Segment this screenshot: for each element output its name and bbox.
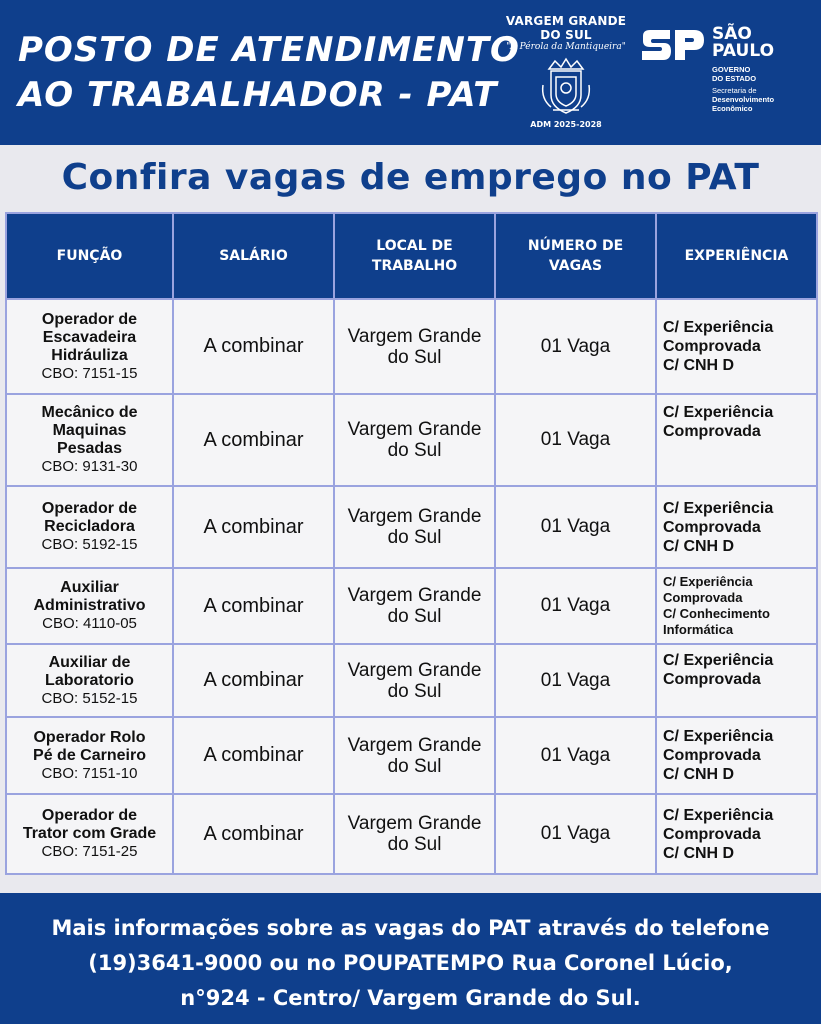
job-function: Operador de Escavadeira Hidráuliza CBO: 7151-15	[6, 299, 173, 394]
vacancy-count: 01 Vaga	[495, 644, 656, 717]
contact-line-2: (19)3641-9000 ou no POUPATEMPO Rua Coronel Lúcio,	[88, 951, 733, 975]
title-line-1: POSTO DE ATENDIMENTO	[18, 30, 520, 70]
salary: A combinar	[173, 568, 334, 644]
work-location: Vargem Grande do Sul	[334, 717, 495, 794]
table-row	[6, 794, 817, 874]
admin-term: ADM 2025-2028	[530, 120, 602, 129]
work-location: Vargem Grande do Sul	[334, 299, 495, 394]
table-row	[6, 717, 817, 794]
salary: A combinar	[173, 717, 334, 794]
vacancy-count: 01 Vaga	[495, 717, 656, 794]
job-function: Auxiliar de Laboratorio CBO: 5152-15	[6, 644, 173, 717]
header-experiencia: EXPERIÊNCIA	[656, 213, 817, 299]
experience-requirements: C/ Experiência Comprovada C/ CNH D	[656, 717, 817, 794]
cbo-code: CBO: 5152-15	[41, 689, 138, 707]
main-panel	[0, 145, 821, 893]
state-name: SÃO PAULO	[712, 24, 775, 61]
contact-line-1: Mais informações sobre as vagas do PAT através do telefone	[51, 916, 770, 940]
cbo-code: CBO: 9131-30	[41, 458, 138, 475]
job-function: Operador de Recicladora CBO: 5192-15	[6, 486, 173, 568]
header-local: LOCAL DE TRABALHO	[334, 213, 495, 299]
subtitle: Confira vagas de emprego no PAT	[61, 157, 760, 198]
salary: A combinar	[173, 644, 334, 717]
secretariat-label: Secretaria de Desenvolvimento Econômico	[712, 86, 775, 113]
salary: A combinar	[173, 486, 334, 568]
city-name: VARGEM GRANDE DO SUL	[505, 14, 627, 42]
experience-requirements: C/ Experiência Comprovada C/ Conhecimento Informática	[656, 568, 817, 644]
cbo-code: CBO: 7151-25	[41, 843, 138, 860]
job-function: Operador de Trator com Grade CBO: 7151-25	[6, 794, 173, 874]
table-row	[6, 394, 817, 486]
job-function: Operador Rolo Pé de Carneiro CBO: 7151-10	[6, 717, 173, 794]
experience-requirements: C/ Experiência Comprovada	[656, 394, 817, 486]
table-row	[6, 644, 817, 717]
salary: A combinar	[173, 299, 334, 394]
job-function: Mecânico de Maquinas Pesadas CBO: 9131-30	[6, 394, 173, 486]
sp-logo-icon	[640, 28, 706, 62]
city-motto: "A Pérola da Mantiqueira"	[506, 42, 626, 52]
vacancy-count: 01 Vaga	[495, 794, 656, 874]
header-funcao: FUNÇÃO	[6, 213, 173, 299]
city-crest-icon	[535, 55, 597, 117]
state-government-label: GOVERNO DO ESTADO	[712, 65, 757, 83]
vacancy-count: 01 Vaga	[495, 299, 656, 394]
vacancy-count: 01 Vaga	[495, 568, 656, 644]
table-row	[6, 299, 817, 394]
experience-requirements: C/ Experiência Comprovada C/ CNH D	[656, 794, 817, 874]
job-function: Auxiliar Administrativo CBO: 4110-05	[6, 568, 173, 644]
table-row	[6, 568, 817, 644]
title-line-2: AO TRABALHADOR - PAT	[18, 75, 498, 115]
contact-info	[0, 893, 821, 1016]
work-location: Vargem Grande do Sul	[334, 794, 495, 874]
work-location: Vargem Grande do Sul	[334, 394, 495, 486]
vacancy-count: 01 Vaga	[495, 394, 656, 486]
work-location: Vargem Grande do Sul	[334, 486, 495, 568]
cbo-code: CBO: 5192-15	[41, 536, 138, 553]
table-header-row	[6, 213, 817, 299]
work-location: Vargem Grande do Sul	[334, 644, 495, 717]
contact-line-3: n°924 - Centro/ Vargem Grande do Sul.	[180, 986, 641, 1010]
header-salario: SALÁRIO	[173, 213, 334, 299]
footer-banner	[0, 893, 821, 1024]
vacancy-count: 01 Vaga	[495, 486, 656, 568]
sao-paulo-government-logo	[640, 26, 810, 116]
experience-requirements: C/ Experiência Comprovada C/ CNH D	[656, 299, 817, 394]
city-crest-block	[497, 14, 635, 132]
cbo-code: CBO: 7151-15	[41, 364, 138, 382]
salary: A combinar	[173, 794, 334, 874]
job-table	[5, 212, 818, 875]
work-location: Vargem Grande do Sul	[334, 568, 495, 644]
cbo-code: CBO: 4110-05	[42, 615, 137, 632]
cbo-code: CBO: 7151-10	[41, 764, 138, 782]
experience-requirements: C/ Experiência Comprovada C/ CNH D	[656, 486, 817, 568]
page-title	[18, 28, 520, 118]
experience-requirements: C/ Experiência Comprovada	[656, 644, 817, 717]
table-row	[6, 486, 817, 568]
salary: A combinar	[173, 394, 334, 486]
header-numero-vagas: NÚMERO DE VAGAS	[495, 213, 656, 299]
header-banner	[0, 0, 821, 145]
